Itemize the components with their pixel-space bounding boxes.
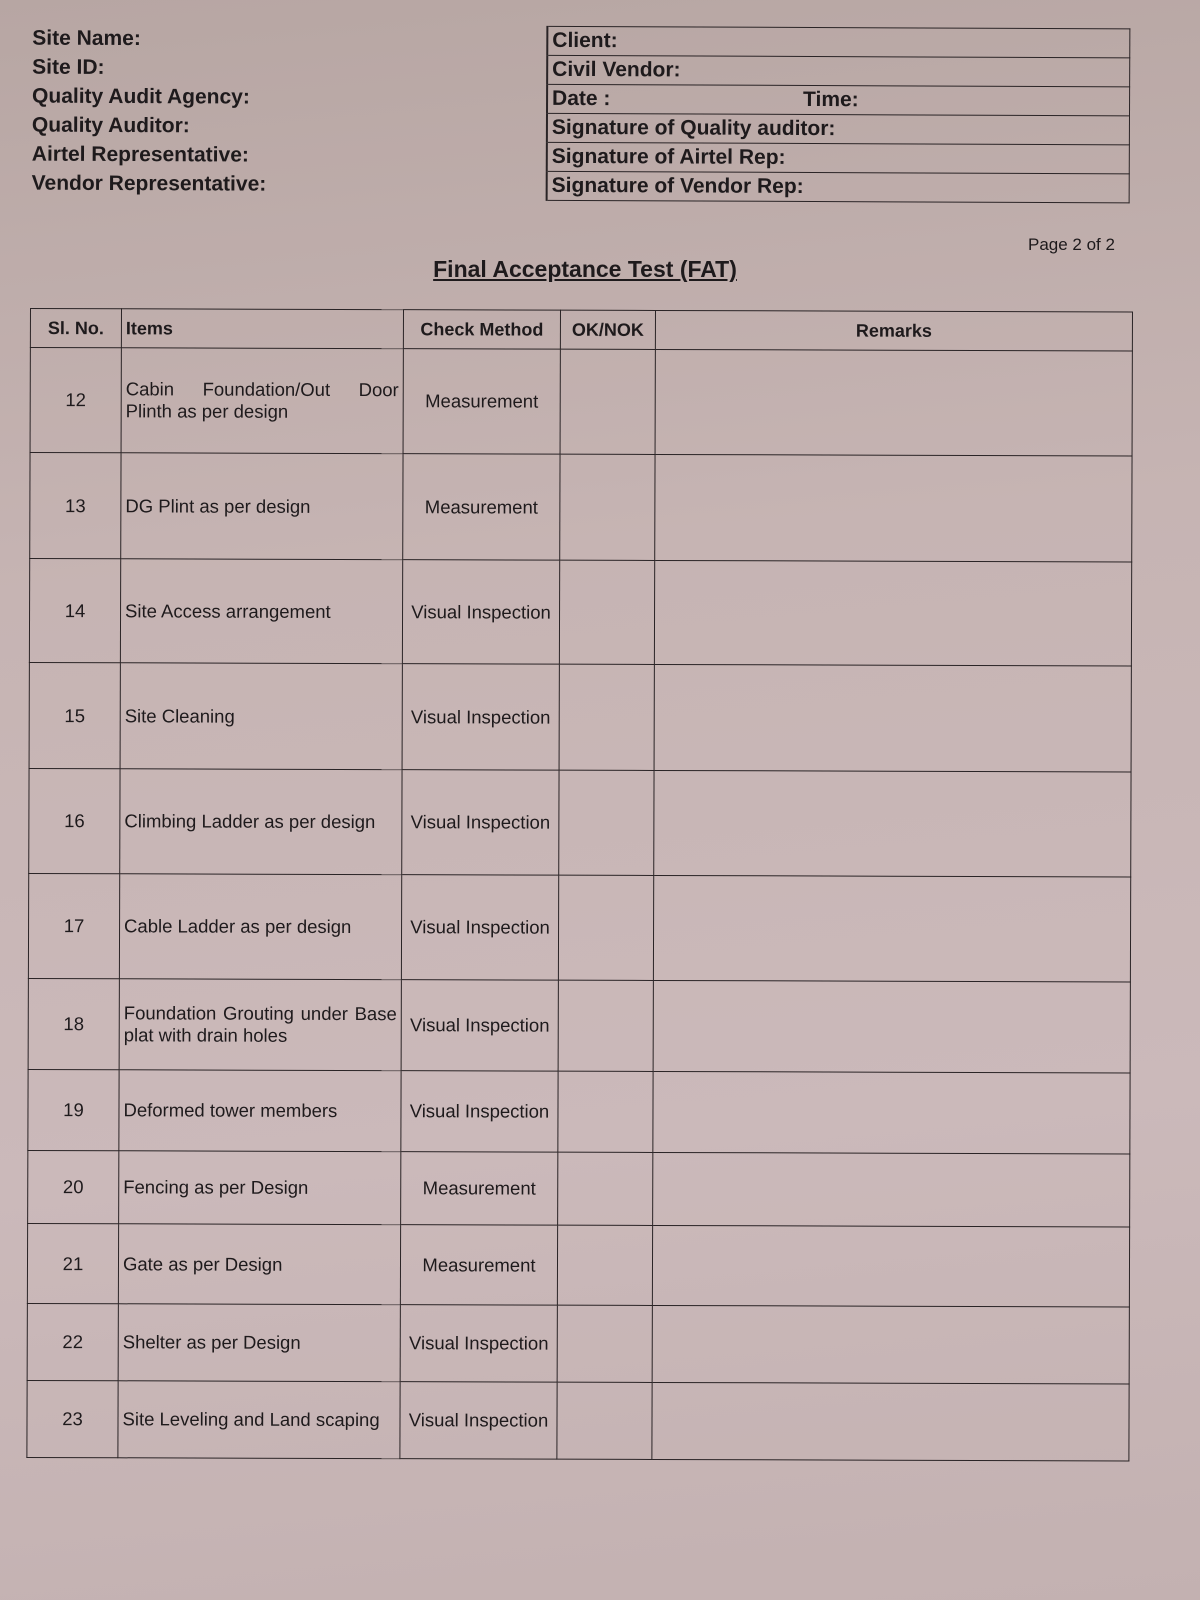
ok-nok-cell[interactable] bbox=[558, 1071, 653, 1152]
site-info-label: Signature of Airtel Rep: bbox=[551, 144, 786, 169]
sl-no-cell: 22 bbox=[27, 1303, 118, 1380]
remarks-cell[interactable] bbox=[654, 664, 1131, 771]
ok-nok-cell[interactable] bbox=[557, 1305, 652, 1382]
sl-no-cell: 18 bbox=[28, 978, 119, 1069]
table-row bbox=[27, 1303, 1129, 1383]
remarks-cell[interactable] bbox=[655, 454, 1132, 561]
table-row bbox=[30, 453, 1132, 562]
site-info-label: Date : bbox=[552, 86, 611, 111]
ok-nok-cell[interactable] bbox=[559, 560, 654, 664]
site-info-label: Signature of Vendor Rep: bbox=[551, 173, 804, 198]
table-header-row bbox=[30, 309, 1132, 351]
site-info-table bbox=[28, 24, 1131, 204]
site-info-right bbox=[547, 171, 1130, 203]
item-cell: DG Plint as per design bbox=[121, 453, 403, 560]
site-info-label: Vendor Representative: bbox=[28, 169, 547, 200]
table-row bbox=[27, 1380, 1129, 1460]
check-method-cell: Visual Inspection bbox=[401, 1071, 558, 1152]
table-row bbox=[28, 873, 1130, 981]
table-row bbox=[29, 559, 1131, 666]
table-row bbox=[29, 662, 1131, 771]
site-info-label: Site ID: bbox=[28, 53, 547, 84]
table-row bbox=[27, 1223, 1129, 1306]
check-method-cell: Measurement bbox=[400, 1225, 557, 1305]
check-method-cell: Measurement bbox=[403, 454, 560, 560]
time-label: Time: bbox=[803, 87, 859, 112]
remarks-cell[interactable] bbox=[652, 1382, 1129, 1460]
site-info-right bbox=[547, 84, 1130, 116]
col-check-method: Check Method bbox=[403, 310, 560, 349]
site-info-label: Site Name: bbox=[28, 24, 547, 55]
table-row bbox=[28, 1150, 1130, 1226]
site-info-label: Quality Audit Agency: bbox=[28, 82, 547, 113]
col-remarks: Remarks bbox=[655, 310, 1132, 350]
sl-no-cell: 21 bbox=[27, 1223, 118, 1303]
ok-nok-cell[interactable] bbox=[558, 980, 653, 1071]
fat-checklist-table bbox=[26, 308, 1133, 1461]
item-cell: Site Access arrangement bbox=[120, 559, 402, 664]
check-method-cell: Visual Inspection bbox=[401, 875, 558, 980]
remarks-cell[interactable] bbox=[654, 560, 1131, 665]
site-info-label: Airtel Representative: bbox=[28, 140, 547, 171]
remarks-cell[interactable] bbox=[653, 980, 1130, 1072]
check-method-cell: Visual Inspection bbox=[400, 1305, 557, 1382]
sl-no-cell: 17 bbox=[28, 873, 119, 978]
check-method-cell: Measurement bbox=[401, 1152, 558, 1225]
col-sl-no: Sl. No. bbox=[30, 309, 121, 348]
remarks-cell[interactable] bbox=[652, 1225, 1129, 1306]
ok-nok-cell[interactable] bbox=[560, 349, 655, 454]
item-cell: Shelter as per Design bbox=[118, 1304, 400, 1382]
remarks-cell[interactable] bbox=[653, 1152, 1130, 1226]
site-info-label: Client: bbox=[552, 28, 618, 53]
sl-no-cell: 16 bbox=[29, 768, 120, 873]
site-info-right bbox=[547, 26, 1130, 58]
ok-nok-cell[interactable] bbox=[558, 875, 653, 980]
ok-nok-cell[interactable] bbox=[559, 664, 654, 770]
remarks-cell[interactable] bbox=[652, 1305, 1129, 1383]
table-row bbox=[28, 1069, 1130, 1153]
check-method-cell: Visual Inspection bbox=[402, 664, 559, 770]
check-method-cell: Visual Inspection bbox=[400, 1382, 557, 1459]
remarks-cell[interactable] bbox=[654, 770, 1131, 876]
site-info-right bbox=[547, 113, 1130, 145]
sl-no-cell: 12 bbox=[30, 348, 121, 453]
item-cell: Site Cleaning bbox=[120, 663, 402, 770]
table-row bbox=[28, 978, 1130, 1072]
sl-no-cell: 13 bbox=[30, 453, 121, 559]
table-row bbox=[29, 768, 1131, 876]
item-cell: Climbing Ladder as per design bbox=[120, 769, 402, 875]
ok-nok-cell[interactable] bbox=[559, 770, 654, 875]
site-info-label: Signature of Quality auditor: bbox=[551, 115, 836, 141]
remarks-cell[interactable] bbox=[655, 349, 1132, 455]
ok-nok-cell[interactable] bbox=[558, 1152, 653, 1225]
sl-no-cell: 19 bbox=[28, 1069, 119, 1150]
ok-nok-cell[interactable] bbox=[557, 1382, 652, 1459]
col-items: Items bbox=[121, 309, 403, 349]
item-cell: Gate as per Design bbox=[118, 1224, 400, 1305]
item-cell: Cable Ladder as per design bbox=[119, 874, 401, 980]
sl-no-cell: 14 bbox=[29, 559, 120, 663]
col-ok-nok: OK/NOK bbox=[560, 310, 655, 349]
item-cell: Cabin Foundation/Out Door Plinth as per design bbox=[121, 348, 403, 454]
sl-no-cell: 20 bbox=[28, 1150, 119, 1223]
item-cell: Foundation Grouting under Base plat with drain holes bbox=[119, 979, 401, 1071]
check-method-cell: Measurement bbox=[403, 349, 560, 454]
item-cell: Site Leveling and Land scaping bbox=[118, 1381, 400, 1459]
ok-nok-cell[interactable] bbox=[557, 1225, 652, 1305]
table-row bbox=[30, 348, 1132, 456]
check-method-cell: Visual Inspection bbox=[402, 560, 559, 664]
sl-no-cell: 23 bbox=[27, 1380, 118, 1457]
item-cell: Deformed tower members bbox=[119, 1070, 401, 1152]
check-method-cell: Visual Inspection bbox=[402, 770, 559, 875]
site-info-row bbox=[28, 169, 1130, 203]
sl-no-cell: 15 bbox=[29, 662, 120, 768]
page-number: Page 2 of 2 bbox=[1028, 235, 1115, 254]
remarks-cell[interactable] bbox=[653, 1071, 1130, 1153]
site-info-right bbox=[547, 55, 1130, 87]
check-method-cell: Visual Inspection bbox=[401, 980, 558, 1071]
site-info-right bbox=[547, 142, 1130, 174]
remarks-cell[interactable] bbox=[653, 875, 1130, 981]
site-info-label: Civil Vendor: bbox=[552, 57, 681, 82]
site-info-label: Quality Auditor: bbox=[28, 111, 547, 142]
page-title: Final Acceptance Test (FAT) bbox=[433, 256, 737, 282]
item-cell: Fencing as per Design bbox=[119, 1151, 401, 1225]
ok-nok-cell[interactable] bbox=[560, 454, 655, 560]
